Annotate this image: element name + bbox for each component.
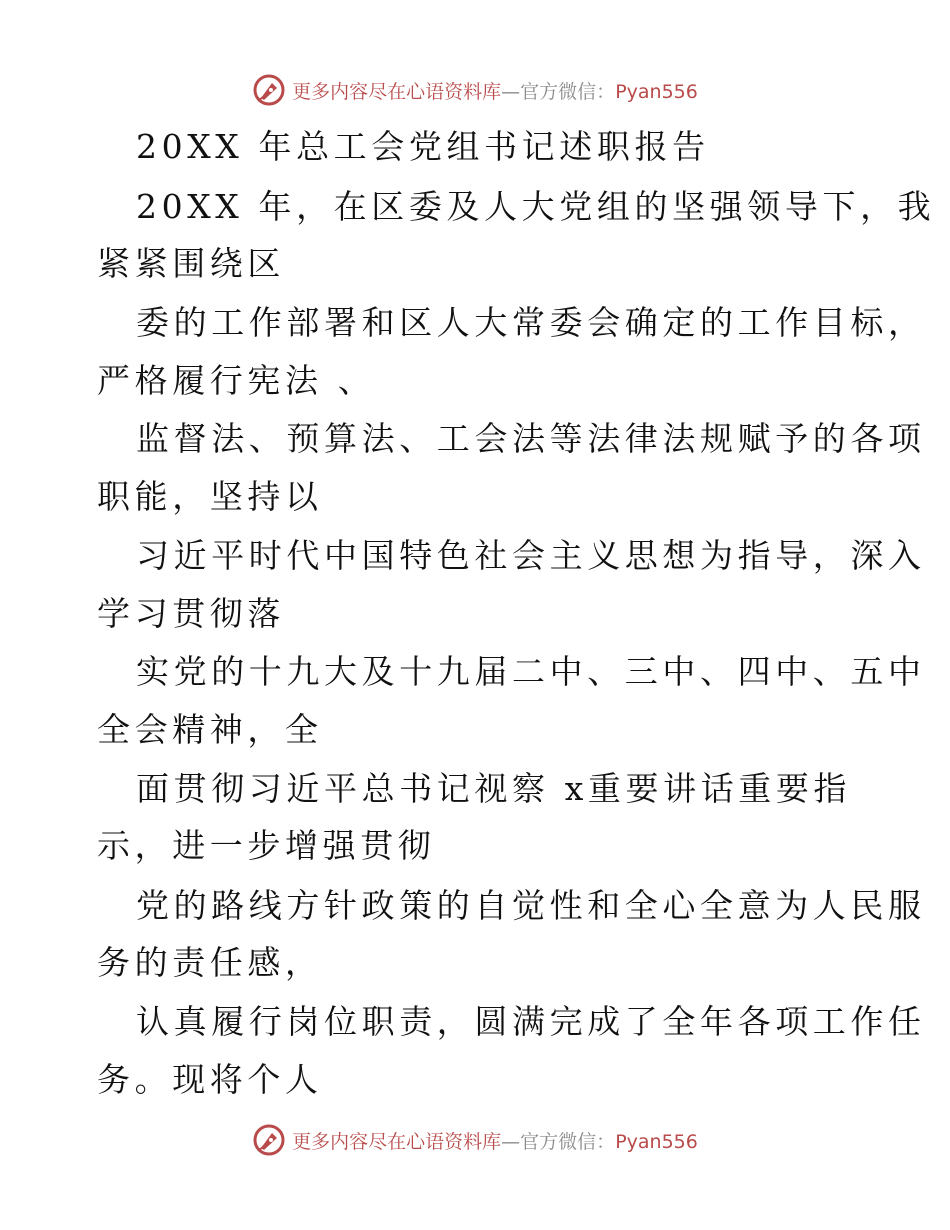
pen-nib-logo-icon xyxy=(252,73,286,107)
footer-banner-id: Pyan556 xyxy=(615,1130,698,1153)
paragraph-line: 学习贯彻落 xyxy=(97,594,285,633)
paragraph-line: 面贯彻习近平总书记视察 x重要讲话重要指 xyxy=(136,769,852,808)
header-banner-main: 更多内容尽在心语资料库 xyxy=(292,80,502,103)
footer-banner-main: 更多内容尽在心语资料库 xyxy=(292,1130,502,1153)
paragraph-line: 务。现将个人 xyxy=(97,1060,323,1099)
document-title: 20XX 年总工会党组书记述职报告 xyxy=(136,127,710,166)
paragraph-line: 务的责任感， xyxy=(97,943,323,982)
footer-banner-text xyxy=(292,1127,698,1154)
header-banner-id: Pyan556 xyxy=(615,80,698,103)
paragraph-line: 认真履行岗位职责，圆满完成了全年各项工作任 xyxy=(136,1002,926,1041)
paragraph-line: 严格履行宪法 、 xyxy=(97,361,376,400)
paragraph-line: 全会精神，全 xyxy=(97,710,323,749)
paragraph-line: 职能，坚持以 xyxy=(97,477,323,516)
header-banner xyxy=(0,70,950,110)
paragraph-line: 委的工作部署和区人大常委会确定的工作目标， xyxy=(136,303,926,342)
paragraph-line: 示，进一步增强贯彻 xyxy=(97,826,436,865)
pen-nib-logo-icon xyxy=(252,1123,286,1157)
header-banner-text xyxy=(292,77,698,104)
footer-banner xyxy=(0,1120,950,1160)
paragraph-line: 党的路线方针政策的自觉性和全心全意为人民服 xyxy=(136,886,926,925)
paragraph-line: 实党的十九大及十九届二中、三中、四中、五中 xyxy=(136,652,926,691)
header-banner-dash: —官方微信： xyxy=(501,80,616,103)
paragraph-line: 监督法、预算法、工会法等法律法规赋予的各项 xyxy=(136,419,926,458)
paragraph-line: 习近平时代中国特色社会主义思想为指导，深入 xyxy=(136,536,926,575)
paragraph-line: 20XX 年，在区委及人大党组的坚强领导下，我 xyxy=(136,187,936,226)
footer-banner-dash: —官方微信： xyxy=(501,1130,616,1153)
paragraph-line: 紧紧围绕区 xyxy=(97,244,285,283)
